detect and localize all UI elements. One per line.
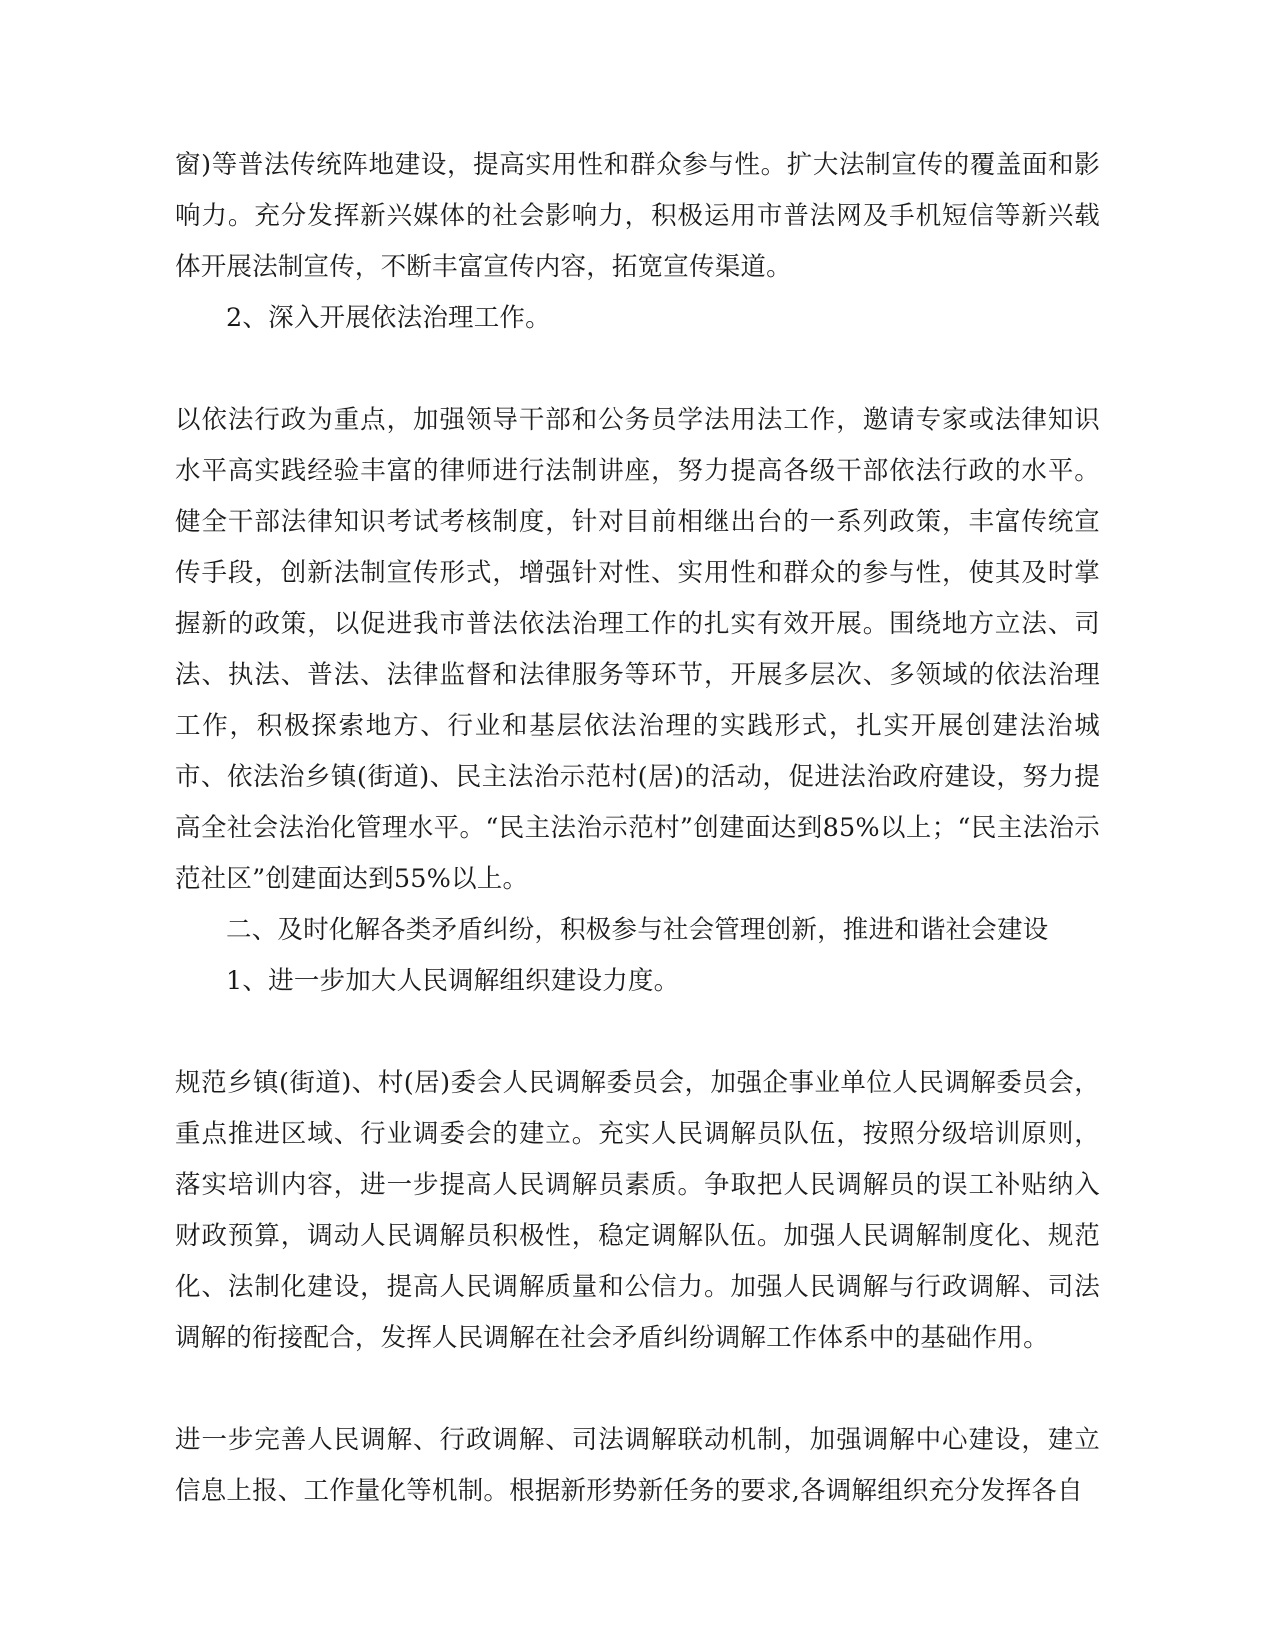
paragraph-spacer-2 xyxy=(175,1007,1100,1058)
paragraph-5-heading: 1、进一步加大人民调解组织建设力度。 xyxy=(226,966,680,996)
paragraph-6: 规范乡镇(街道)、村(居)委会人民调解委员会，加强企事业单位人民调解委员会，重点推进区域、行业调委会的建立。充实人民调解员队伍，按照分级培训原则，落实培训内容，进一步提高人民调解员素质。争取把人民调解员的误工补贴纳入财政预算，调动人民调解员积极性，稳定调解队伍。加强人民调解制度化、规范化、法制化建设，提高人民调解质量和公信力。加强人民调解与行政调解、司法调解的衔接配合，发挥人民调解在社会矛盾纠纷调解工作体系中的基础作用。 xyxy=(175,1068,1100,1353)
paragraph-4-heading: 二、及时化解各类矛盾纠纷，积极参与社会管理创新，推进和谐社会建设 xyxy=(226,915,1049,945)
paragraph-spacer-3 xyxy=(175,1364,1100,1415)
paragraph-1: 窗)等普法传统阵地建设，提高实用性和群众参与性。扩大法制宣传的覆盖面和影响力。充分发挥新兴媒体的社会影响力，积极运用市普法网及手机短信等新兴载体开展法制宣传，不断丰富宣传内容，拓宽宣传渠道。 xyxy=(175,150,1100,282)
paragraph-3: 以依法行政为重点，加强领导干部和公务员学法用法工作，邀请专家或法律知识水平高实践经验丰富的律师进行法制讲座，努力提高各级干部依法行政的水平。健全干部法律知识考试考核制度，针对目前相继出台的一系列政策，丰富传统宣传手段，创新法制宣传形式，增强针对性、实用性和群众的参与性，使其及时掌握新的政策，以促进我市普法依法治理工作的扎实有效开展。围绕地方立法、司法、执法、普法、法律监督和法律服务等环节，开展多层次、多领域的依法治理工作，积极探索地方、行业和基层依法治理的实践形式，扎实开展创建法治城市、依法治乡镇(街道)、民主法治示范村(居)的活动，促进法治政府建设，努力提高全社会法治化管理水平。“民主法治示范村”创建面达到85%以上；“民主法治示范社区”创建面达到55%以上。 xyxy=(175,405,1100,894)
paragraph-2-heading: 2、深入开展依法治理工作。 xyxy=(226,303,551,333)
paragraph-spacer-1 xyxy=(175,344,1100,395)
paragraph-7: 进一步完善人民调解、行政调解、司法调解联动机制，加强调解中心建设，建立信息上报、工作量化等机制。根据新形势新任务的要求,各调解组织充分发挥各自 xyxy=(175,1425,1100,1506)
document-body xyxy=(175,140,1100,1517)
